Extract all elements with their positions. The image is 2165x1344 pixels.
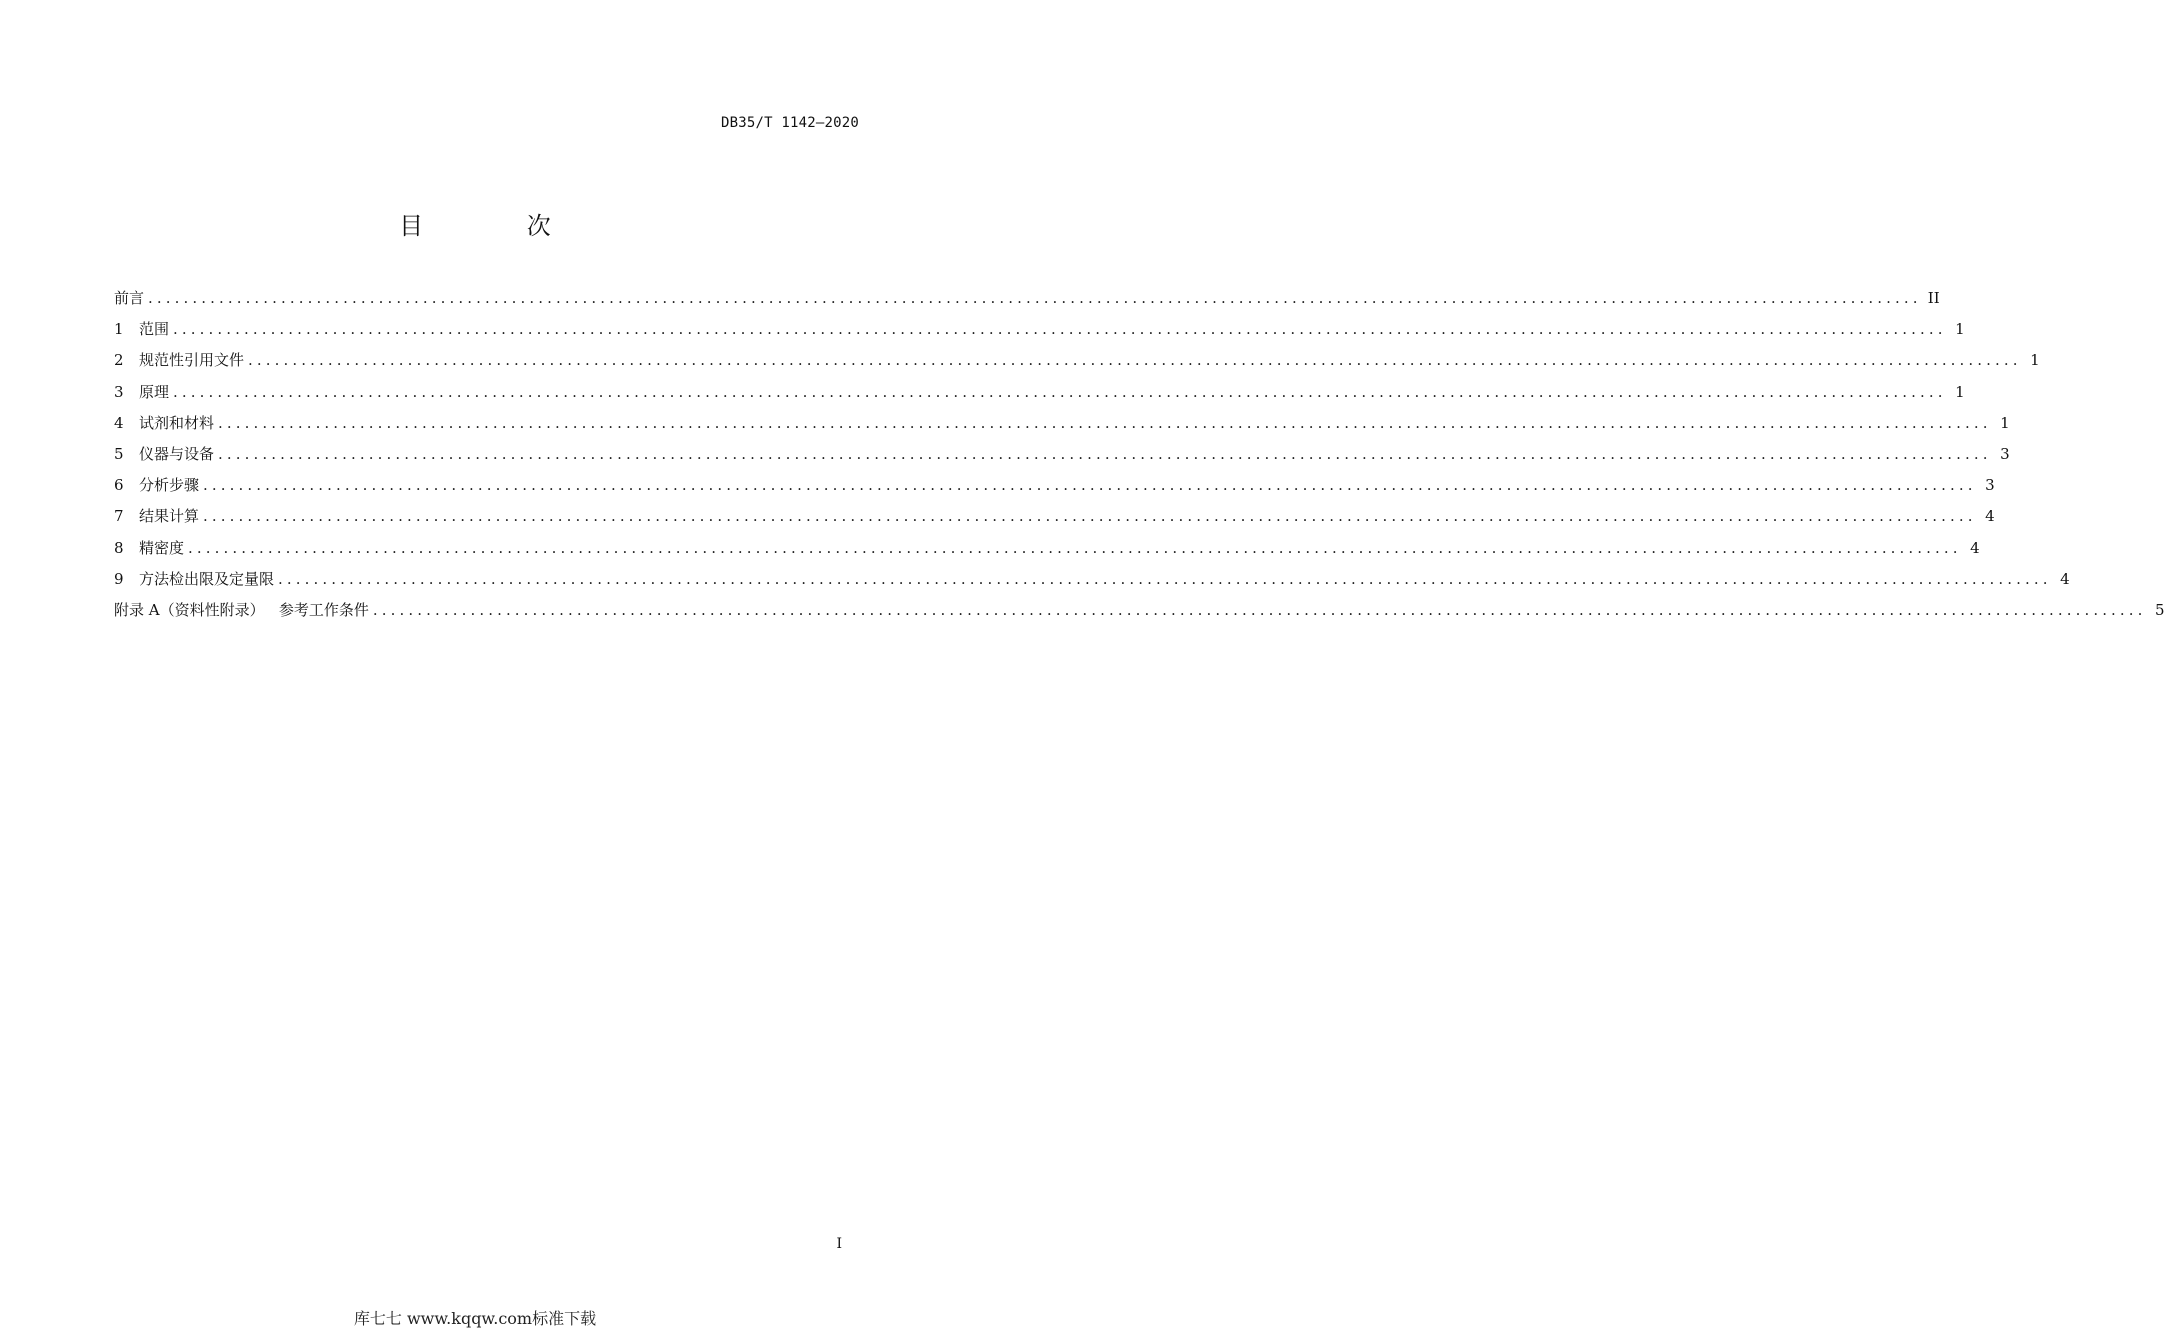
toc-entry-principle[interactable] — [114, 380, 1965, 411]
toc-leader-dots: ........................................................................................................................................................................................................ — [173, 382, 1947, 401]
toc-entry-foreword[interactable] — [114, 286, 1940, 317]
toc-entry-page: 1 — [2000, 413, 2010, 432]
toc-entry-page: 4 — [1985, 507, 1995, 526]
toc-entry-procedure[interactable] — [114, 473, 1995, 504]
toc-entry-page: 1 — [2030, 351, 2040, 370]
toc-entry-label: 方法检出限及定量限 — [139, 569, 275, 588]
document-code: DB35/T 1142—2020 — [720, 115, 859, 131]
toc-entry-page: 1 — [1955, 320, 1965, 339]
toc-entry-number: 4 — [114, 413, 124, 432]
toc-leader-dots: ........................................................................................................................................................................................................ — [173, 320, 1947, 339]
toc-entry-calculation[interactable] — [114, 504, 1995, 535]
toc-entry-label: 规范性引用文件 — [139, 351, 245, 370]
toc-entry-page: 3 — [2000, 444, 2010, 463]
toc-entry-number: 9 — [114, 569, 124, 588]
toc-leader-dots: ........................................................................................................................................................................................................ — [148, 289, 1922, 307]
toc-entry-label: 试剂和材料 — [139, 413, 215, 432]
watermark-text: 库七七 www.kqqw.com标准下载 — [353, 1309, 597, 1328]
toc-entry-label: 范围 — [139, 320, 170, 339]
toc-entry-page: 4 — [1970, 538, 1980, 557]
toc-entry-reagents[interactable] — [114, 411, 2010, 442]
table-of-contents — [114, 286, 2165, 629]
toc-entry-number: 6 — [114, 476, 124, 495]
toc-entry-appendix-a[interactable] — [114, 598, 2165, 629]
toc-entry-number: 7 — [114, 507, 124, 526]
toc-leader-dots: ........................................................................................................................................................................................................ — [248, 351, 2022, 370]
toc-leader-dots: ........................................................................................................................................................................................................ — [278, 569, 2052, 588]
toc-entry-label: 仪器与设备 — [139, 444, 215, 463]
toc-entry-label: 分析步骤 — [139, 476, 200, 495]
toc-leader-dots: ........................................................................................................................................................................................................ — [218, 444, 1992, 463]
toc-leader-dots: ........................................................................................................................................................................................................ — [218, 413, 1992, 432]
toc-leader-dots: ........................................................................................................................................................................................................ — [188, 538, 1962, 557]
toc-leader-dots: ........................................................................................................................................................................................................ — [372, 600, 2147, 619]
toc-entry-number: 8 — [114, 538, 124, 557]
toc-entry-label: 结果计算 — [139, 507, 200, 526]
toc-entry-label: 前言 — [114, 289, 145, 307]
toc-entry-precision[interactable] — [114, 536, 1980, 567]
toc-entry-page: 3 — [1985, 476, 1995, 495]
toc-entry-page: 4 — [2060, 569, 2070, 588]
toc-entry-scope[interactable] — [114, 317, 1965, 348]
toc-entry-number: 1 — [114, 320, 124, 339]
toc-leader-dots: ........................................................................................................................................................................................................ — [203, 476, 1977, 495]
toc-entry-label: 精密度 — [139, 538, 185, 557]
toc-entry-label: 原理 — [139, 382, 170, 401]
page-title: 目 次 — [399, 212, 599, 240]
toc-entry-normative-references[interactable] — [114, 348, 2040, 379]
toc-entry-number: 3 — [114, 382, 124, 401]
toc-leader-dots: ........................................................................................................................................................................................................ — [203, 507, 1977, 526]
toc-entry-page: 1 — [1955, 382, 1965, 401]
toc-entry-label: 附录 A（资料性附录） 参考工作条件 — [114, 600, 369, 619]
toc-entry-number: 2 — [114, 351, 124, 370]
toc-entry-page: 5 — [2155, 600, 2165, 619]
toc-entry-detection-limit[interactable] — [114, 567, 2070, 598]
toc-entry-apparatus[interactable] — [114, 442, 2010, 473]
page-number: I — [836, 1236, 842, 1252]
toc-entry-page: II — [1927, 289, 1940, 307]
toc-entry-number: 5 — [114, 444, 124, 463]
